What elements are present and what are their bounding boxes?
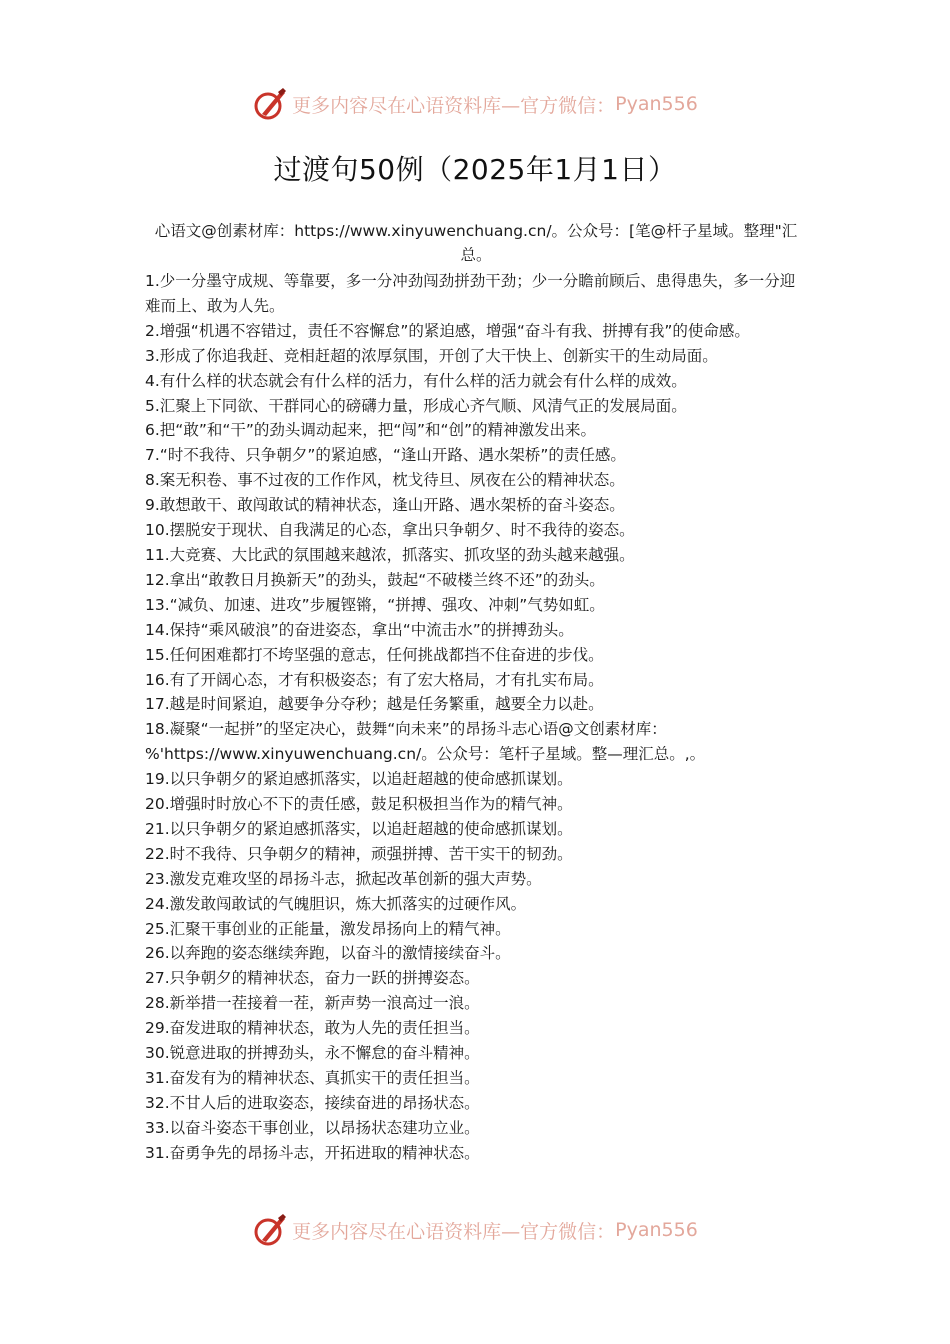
- banner-text: 更多内容尽在心语资料库—官方微信：: [292, 1220, 616, 1243]
- list-item: 29.奋发进取的精神状态，敢为人先的责任担当。: [145, 1019, 480, 1038]
- list-item: 6.把“敢”和“干”的劲头调动起来，把“闯”和“创”的精神激发出来。: [145, 421, 597, 440]
- banner-handle: Pyan556: [615, 93, 698, 115]
- footer-banner: [0, 1210, 950, 1250]
- list-item: 31.奋发有为的精神状态、真抓实干的责任担当。: [145, 1069, 480, 1087]
- list-item: 7.“时不我待、只争朝夕”的紧迫感，“逢山开路、遇水架桥”的责任感。: [145, 446, 626, 465]
- list-item: 21.以只争朝夕的紧迫感抓落实，以追赶超越的使命感抓谋划。: [145, 819, 573, 838]
- list-item: 26.以奔跑的姿态继续奔跑，以奋斗的激情接续奋斗。: [145, 944, 511, 963]
- list-item: 14.保持“乘风破浪”的奋进姿态，拿出“中流击水”的拼搏劲头。: [145, 620, 574, 639]
- list-item: 10.摆脱安于现状、自我满足的心态，拿出只争朝夕、时不我待的姿态。: [145, 521, 635, 540]
- page-title: 过渡句50例（2025年1月1日）: [273, 153, 677, 186]
- list-item: 11.大竞赛、大比武的氛围越来越浓，抓落实、抓攻坚的劲头越来越强。: [145, 545, 635, 564]
- list-item: 16.有了开阔心态，才有积极姿态；有了宏大格局，才有扎实布局。: [145, 670, 604, 689]
- sentence-list: [145, 269, 807, 1166]
- list-item: 32.不甘人后的进取姿态，接续奋进的昂扬状态。: [145, 1093, 480, 1112]
- quill-logo-icon: [252, 86, 288, 122]
- intro-line: 心语文@创素材库：https://www.xinyuwenchuang.cn/。公众号：[笔@杆子星域。整理"汇总。: [154, 222, 798, 264]
- list-item: 2.增强“机遇不容错过，责任不容懈怠”的紧迫感，增强“奋斗有我、拼搏有我”的使命感。: [145, 321, 750, 340]
- list-item: 9.敢想敢干、敢闯敢试的精神状态，逢山开路、遇水架桥的奋斗姿态。: [145, 496, 625, 515]
- list-item: 23.激发克难攻坚的昂扬斗志，掀起改革创新的强大声势。: [145, 869, 542, 888]
- list-item: 12.拿出“敢教日月换新天”的劲头，鼓起“不破楼兰终不还”的劲头。: [145, 570, 605, 589]
- list-item: 15.任何困难都打不垮坚强的意志，任何挑战都挡不住奋进的步伐。: [145, 645, 604, 664]
- list-item: 28.新举措一茬接着一茬，新声势一浪高过一浪。: [145, 994, 480, 1013]
- list-item: 33.以奋斗姿态干事创业，以昂扬状态建功立业。: [145, 1118, 480, 1137]
- list-item: 4.有什么样的状态就会有什么样的活力，有什么样的活力就会有什么样的成效。: [145, 371, 687, 390]
- list-item: 3.形成了你追我赶、竞相赶超的浓厚氛围，开创了大干快上、创新实干的生动局面。: [145, 346, 718, 365]
- list-item: 20.增强时时放心不下的责任感，鼓足积极担当作为的精气神。: [145, 795, 573, 814]
- list-item: 31.奋勇争先的昂扬斗志，开拓进取的精神状态。: [145, 1143, 480, 1162]
- list-item: 5.汇聚上下同欲、干群同心的磅礴力量，形成心齐气顺、风清气正的发展局面。: [145, 396, 687, 415]
- list-item: 8.案无积卷、事不过夜的工作作风，枕戈待旦、夙夜在公的精神状态。: [145, 471, 625, 490]
- banner-handle: Pyan556: [615, 1219, 698, 1241]
- list-item: 1.少一分墨守成规、等靠要，多一分冲劲闯劲拼劲干劲；少一分瞻前顾后、患得患失，多一分迎难而上、敢为人先。: [145, 272, 796, 315]
- list-item: 24.激发敢闯敢试的气魄胆识，炼大抓落实的过硬作风。: [145, 894, 527, 913]
- list-item: 27.只争朝夕的精神状态，奋力一跃的拼搏姿态。: [145, 969, 480, 988]
- list-item: 18.凝聚“一起拼”的坚定决心，鼓舞“向未来”的昂扬斗志心语@文创素材库：%'https://www.xinyuwenchuang.cn/。公众号：笔杆子星域。整—理汇总。,。: [145, 720, 706, 764]
- list-item: 17.越是时间紧迫，越要争分夺秒；越是任务繁重，越要全力以赴。: [145, 695, 604, 714]
- list-item: 13.“减负、加速、进攻”步履铿锵，“拼搏、强攻、冲刺”气势如虹。: [145, 595, 605, 614]
- list-item: 30.锐意进取的拼搏劲头，永不懈怠的奋斗精神。: [145, 1044, 480, 1063]
- header-banner: [0, 84, 950, 124]
- banner-text: 更多内容尽在心语资料库—官方微信：: [292, 94, 616, 117]
- list-item: 22.时不我待、只争朝夕的精神，顽强拼搏、苦干实干的韧劲。: [145, 844, 573, 863]
- list-item: 19.以只争朝夕的紧迫感抓落实，以追赶超越的使命感抓谋划。: [145, 770, 573, 789]
- quill-logo-icon: [252, 1212, 288, 1248]
- list-item: 25.汇聚干事创业的正能量，激发昂扬向上的精气神。: [145, 919, 511, 938]
